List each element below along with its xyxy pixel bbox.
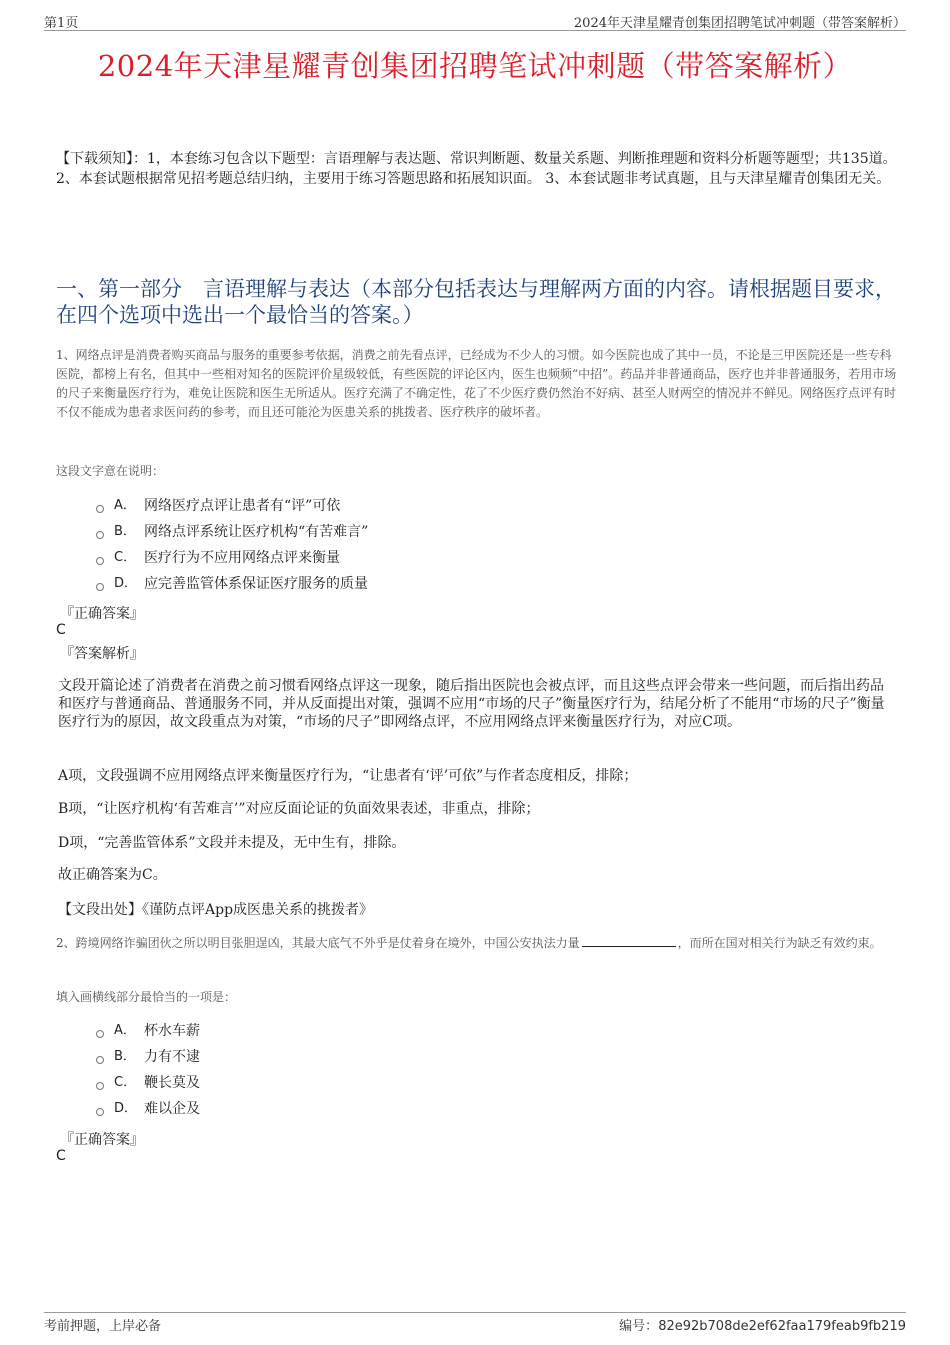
option-d[interactable]: D． 应完善监管体系保证医疗服务的质量 bbox=[96, 571, 368, 597]
question-1-prompt: 这段文字意在说明： bbox=[56, 464, 165, 478]
footer-code: 编号：82e92b708de2ef62faa179feab9fb219 bbox=[619, 1319, 906, 1334]
option-d[interactable]: D． 难以企及 bbox=[96, 1096, 200, 1122]
question-1-text: 1、网络点评是消费者购买商品与服务的重要参考依据，消费之前先看点评，已经成为不少人的习惯。如今医院也成了其中一员，不论是三甲医院还是一些专科医院，都榜上有名，但其中一些相对知名的医院评价星级较低，有些医院的评论区内，医生也频频“中招”。药品并非普通商品，医疗也并非普通服务，若用市场的尺子来衡量医疗行为，难免让医院和医生无所适从。医疗充满了不确定性，花了不少医疗费仍然治不好病、甚至人财两空的情况并不鲜见。网络医疗点评有时不仅不能成为患者求医问药的参考，而且还可能沦为医患关系的挑拨者、医疗秩序的破坏者。 bbox=[56, 348, 897, 419]
document-title: 2024年天津星耀青创集团招聘笔试冲刺题（带答案解析） bbox=[97, 49, 853, 83]
option-a[interactable]: A． 杯水车薪 bbox=[96, 1018, 200, 1044]
option-c[interactable]: C． 医疗行为不应用网络点评来衡量 bbox=[96, 545, 368, 571]
question-2-text: 2、跨境网络诈骗团伙之所以明目张胆逞凶，其最大底气不外乎是仗着身在境外，中国公安执法力量 ，而所在国对相关行为缺乏有效约束。 bbox=[56, 936, 882, 950]
radio-icon[interactable] bbox=[96, 1082, 104, 1090]
analysis-label: 『答案解析』 bbox=[60, 646, 144, 662]
answer-value: C bbox=[56, 1148, 66, 1164]
answer-label: 『正确答案』 bbox=[60, 1132, 144, 1148]
radio-icon[interactable] bbox=[96, 1056, 104, 1064]
source-citation: 【文段出处】《谨防点评App成医患关系的挑拨者》 bbox=[58, 902, 374, 918]
download-notice: 【下载须知】：1，本套练习包含以下题型：言语理解与表达题、常识判断题、数量关系题、判断推理题和资料分析题等题型；共135道。 2、本套试题根据常见招考题总结归纳，主要用于练习答题思路和拓展知识面。 3、本套试题非考试真题，且与天津星耀青创集团无关。 bbox=[56, 151, 897, 187]
section-heading: 一、第一部分 言语理解与表达（本部分包括表达与理解两方面的内容。请根据题目要求，在四个选项中选出一个最恰当的答案。） bbox=[56, 277, 896, 327]
question-1-options bbox=[96, 493, 368, 597]
footer-divider bbox=[44, 1312, 906, 1313]
analysis-note-a: A项，文段强调不应用网络点评来衡量医疗行为，“让患者有‘评’可依”与作者态度相反，排除； bbox=[58, 768, 638, 784]
analysis-text: 文段开篇论述了消费者在消费之前习惯看网络点评这一现象，随后指出医院也会被点评，而且这些点评会带来一些问题，而后指出药品和医疗与普通商品、普通服务不同，并从反面提出对策，强调不应用“市场的尺子”衡量医疗行为，结尾分析了不能用“市场的尺子”衡量医疗行为的原因，故文段重点为对策，“市场的尺子”即网络点评，不应用网络点评来衡量医疗行为，对应C项。 bbox=[58, 678, 885, 730]
question-2-prompt: 填入画横线部分最恰当的一项是： bbox=[56, 990, 237, 1004]
footer-slogan: 考前押题，上岸必备 bbox=[44, 1319, 162, 1334]
option-c[interactable]: C． 鞭长莫及 bbox=[96, 1070, 200, 1096]
page-number: 第1页 bbox=[44, 16, 79, 31]
radio-icon[interactable] bbox=[96, 1108, 104, 1116]
option-a[interactable]: A． 网络医疗点评让患者有“评”可依 bbox=[96, 493, 368, 519]
question-2-options bbox=[96, 1018, 200, 1122]
fill-blank bbox=[582, 934, 676, 947]
option-b[interactable]: B． 力有不逮 bbox=[96, 1044, 200, 1070]
analysis-note-d: D项，“完善监管体系”文段并未提及，无中生有，排除。 bbox=[58, 835, 406, 851]
option-b[interactable]: B． 网络点评系统让医疗机构“有苦难言” bbox=[96, 519, 368, 545]
radio-icon[interactable] bbox=[96, 505, 104, 513]
header-doc-title: 2024年天津星耀青创集团招聘笔试冲刺题（带答案解析） bbox=[573, 16, 906, 31]
page-header bbox=[44, 8, 906, 31]
radio-icon[interactable] bbox=[96, 583, 104, 591]
analysis-conclusion: 故正确答案为C。 bbox=[58, 867, 167, 883]
radio-icon[interactable] bbox=[96, 531, 104, 539]
answer-value: C bbox=[56, 622, 66, 638]
radio-icon[interactable] bbox=[96, 557, 104, 565]
analysis-note-b: B项，“让医疗机构‘有苦难言’”对应反面论证的负面效果表述，非重点，排除； bbox=[58, 801, 540, 817]
radio-icon[interactable] bbox=[96, 1030, 104, 1038]
answer-label: 『正确答案』 bbox=[60, 606, 144, 622]
